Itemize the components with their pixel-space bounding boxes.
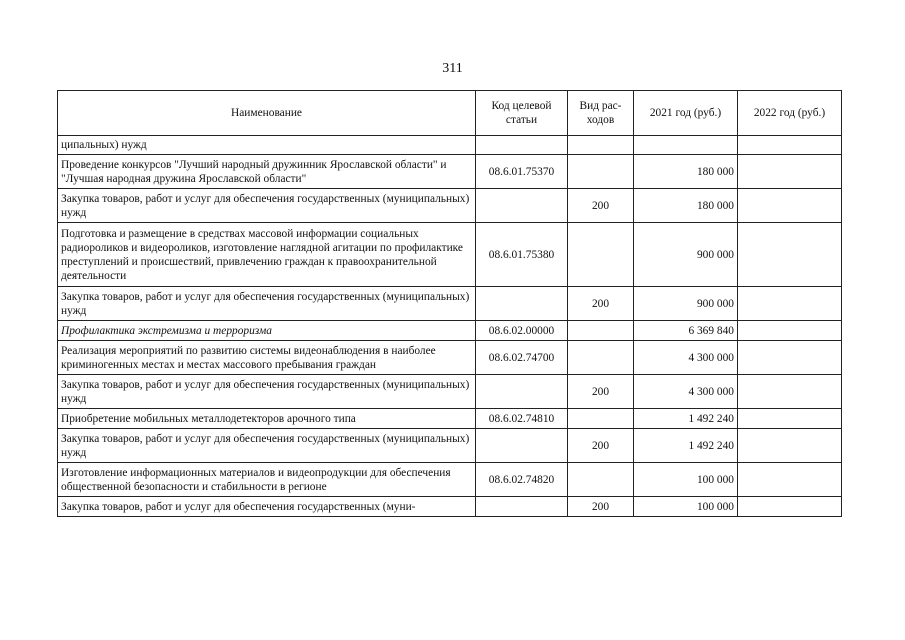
cell-2021: 900 000 (634, 223, 738, 287)
table-row (58, 375, 842, 409)
page-number: 311 (442, 61, 463, 76)
cell-2022 (738, 497, 842, 517)
table-row (58, 223, 842, 287)
cell-expense-type (568, 409, 634, 429)
cell-name: Подготовка и размещение в средствах массовой информации социальных радиороликов и видеороликов, изготовление наглядной агитации по профилактике преступлений и происшествий, привлечению граждан к правоохранительной деятельности (58, 223, 476, 287)
cell-code: 08.6.02.00000 (476, 321, 568, 341)
cell-2022 (738, 136, 842, 155)
cell-code (476, 375, 568, 409)
cell-2021 (634, 136, 738, 155)
cell-expense-type (568, 155, 634, 189)
cell-2021: 100 000 (634, 463, 738, 497)
table-row (58, 155, 842, 189)
cell-expense-type (568, 463, 634, 497)
table-body (58, 136, 842, 517)
cell-code (476, 287, 568, 321)
cell-expense-type (568, 223, 634, 287)
cell-2021: 1 492 240 (634, 429, 738, 463)
cell-2022 (738, 287, 842, 321)
cell-2021: 100 000 (634, 497, 738, 517)
cell-name: Закупка товаров, работ и услуг для обеспечения государственных (муниципальных) нужд (58, 189, 476, 223)
cell-code (476, 189, 568, 223)
cell-2022 (738, 341, 842, 375)
cell-expense-type: 200 (568, 429, 634, 463)
cell-name: Закупка товаров, работ и услуг для обеспечения государственных (муни- (58, 497, 476, 517)
cell-expense-type (568, 136, 634, 155)
cell-2022 (738, 189, 842, 223)
cell-code (476, 497, 568, 517)
table-row (58, 287, 842, 321)
cell-2021: 900 000 (634, 287, 738, 321)
cell-2022 (738, 155, 842, 189)
cell-name: Реализация мероприятий по развитию системы видеонаблюдения в наиболее криминогенных местах и местах массового пребывания граждан (58, 341, 476, 375)
cell-code: 08.6.02.74820 (476, 463, 568, 497)
cell-2022 (738, 409, 842, 429)
cell-name: Закупка товаров, работ и услуг для обеспечения государственных (муниципальных) нужд (58, 287, 476, 321)
cell-expense-type (568, 341, 634, 375)
cell-expense-type: 200 (568, 287, 634, 321)
cell-name: Закупка товаров, работ и услуг для обеспечения государственных (муниципальных) нужд (58, 429, 476, 463)
header-name: Наименование (58, 91, 476, 136)
cell-2022 (738, 223, 842, 287)
table-row (58, 409, 842, 429)
cell-2022 (738, 375, 842, 409)
budget-table (57, 90, 842, 517)
cell-expense-type: 200 (568, 189, 634, 223)
table-row (58, 429, 842, 463)
header-code: Код целевой статьи (476, 91, 568, 136)
cell-2022 (738, 321, 842, 341)
cell-2021: 180 000 (634, 155, 738, 189)
header-2022: 2022 год (руб.) (738, 91, 842, 136)
cell-code: 08.6.02.74810 (476, 409, 568, 429)
table-row (58, 321, 842, 341)
cell-name: Приобретение мобильных металлодетекторов арочного типа (58, 409, 476, 429)
cell-2021: 6 369 840 (634, 321, 738, 341)
cell-name: Закупка товаров, работ и услуг для обеспечения государственных (муниципальных) нужд (58, 375, 476, 409)
cell-name: ципальных) нужд (58, 136, 476, 155)
table-row (58, 497, 842, 517)
cell-2021: 180 000 (634, 189, 738, 223)
cell-name: Изготовление информационных материалов и видеопродукции для обеспечения общественной безопасности и стабильности в регионе (58, 463, 476, 497)
cell-expense-type: 200 (568, 375, 634, 409)
header-2021: 2021 год (руб.) (634, 91, 738, 136)
cell-code: 08.6.01.75370 (476, 155, 568, 189)
table-row (58, 341, 842, 375)
cell-2022 (738, 463, 842, 497)
cell-name: Проведение конкурсов "Лучший народный дружинник Ярославской области" и "Лучшая народная дружина Ярославской области" (58, 155, 476, 189)
cell-2022 (738, 429, 842, 463)
cell-code: 08.6.02.74700 (476, 341, 568, 375)
cell-expense-type: 200 (568, 497, 634, 517)
cell-2021: 4 300 000 (634, 375, 738, 409)
cell-code: 08.6.01.75380 (476, 223, 568, 287)
table-row (58, 189, 842, 223)
table-row (58, 463, 842, 497)
cell-expense-type (568, 321, 634, 341)
header-expense-type: Вид рас-ходов (568, 91, 634, 136)
cell-name: Профилактика экстремизма и терроризма (58, 321, 476, 341)
table-row (58, 136, 842, 155)
cell-code (476, 429, 568, 463)
cell-2021: 4 300 000 (634, 341, 738, 375)
cell-code (476, 136, 568, 155)
table-header-row (58, 91, 842, 136)
cell-2021: 1 492 240 (634, 409, 738, 429)
